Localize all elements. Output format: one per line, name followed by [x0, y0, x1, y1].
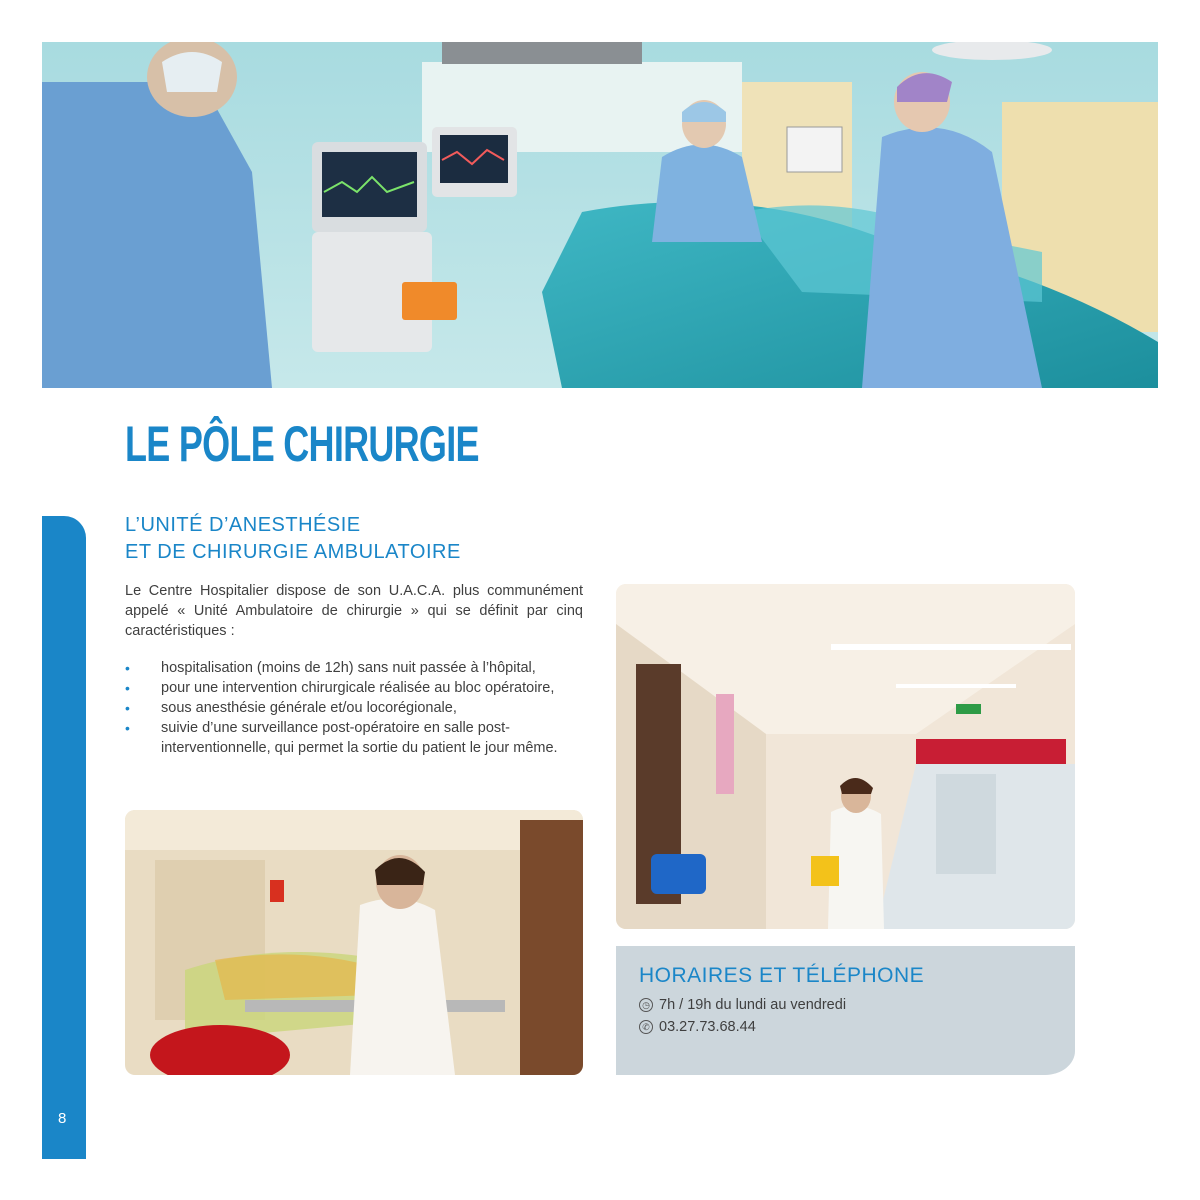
subtitle-line-1: L’UNITÉ D’ANESTHÉSIE: [125, 514, 361, 536]
phone-number-text: 03.27.73.68.44: [659, 1019, 756, 1035]
bullet-icon: •: [125, 660, 130, 676]
list-item: • suivie d’une surveillance post-opératoire en salle post-interventionnelle, qui permet la sortie du patient le jour même.: [125, 720, 558, 756]
clock-icon: ◷: [639, 998, 653, 1012]
intro-paragraph: Le Centre Hospitalier dispose de son U.A.C.A. plus communément appelé « Unité Ambulatoire de chirurgie » qui se définit par cinq caractéristiques :: [125, 583, 583, 639]
phone-number[interactable]: [639, 1019, 756, 1035]
nurse-stretcher-photo: [125, 810, 583, 1075]
contact-title: HORAIRES ET TÉLÉPHONE: [639, 964, 925, 987]
operating-room-photo: [42, 42, 1158, 388]
phone-icon: ✆: [639, 1020, 653, 1034]
page-title: LE PÔLE CHIRURGIE: [125, 416, 479, 472]
list-item: • sous anesthésie générale et/ou locorégionale,: [125, 700, 457, 716]
list-item: • hospitalisation (moins de 12h) sans nuit passée à l’hôpital,: [125, 660, 536, 676]
list-item: • pour une intervention chirurgicale réalisée au bloc opératoire,: [125, 680, 555, 696]
subtitle-line-2: ET DE CHIRURGIE AMBULATOIRE: [125, 541, 461, 563]
bullet-icon: •: [125, 720, 130, 736]
feature-list: [125, 658, 595, 758]
opening-hours-text: 7h / 19h du lundi au vendredi: [659, 997, 847, 1013]
side-accent-bar: [42, 516, 86, 1159]
opening-hours: [639, 997, 846, 1013]
hospital-corridor-photo: [616, 584, 1075, 929]
page-number: 8: [58, 1110, 67, 1127]
bullet-icon: •: [125, 700, 130, 716]
bullet-icon: •: [125, 680, 130, 696]
section-subtitle: [125, 512, 461, 566]
